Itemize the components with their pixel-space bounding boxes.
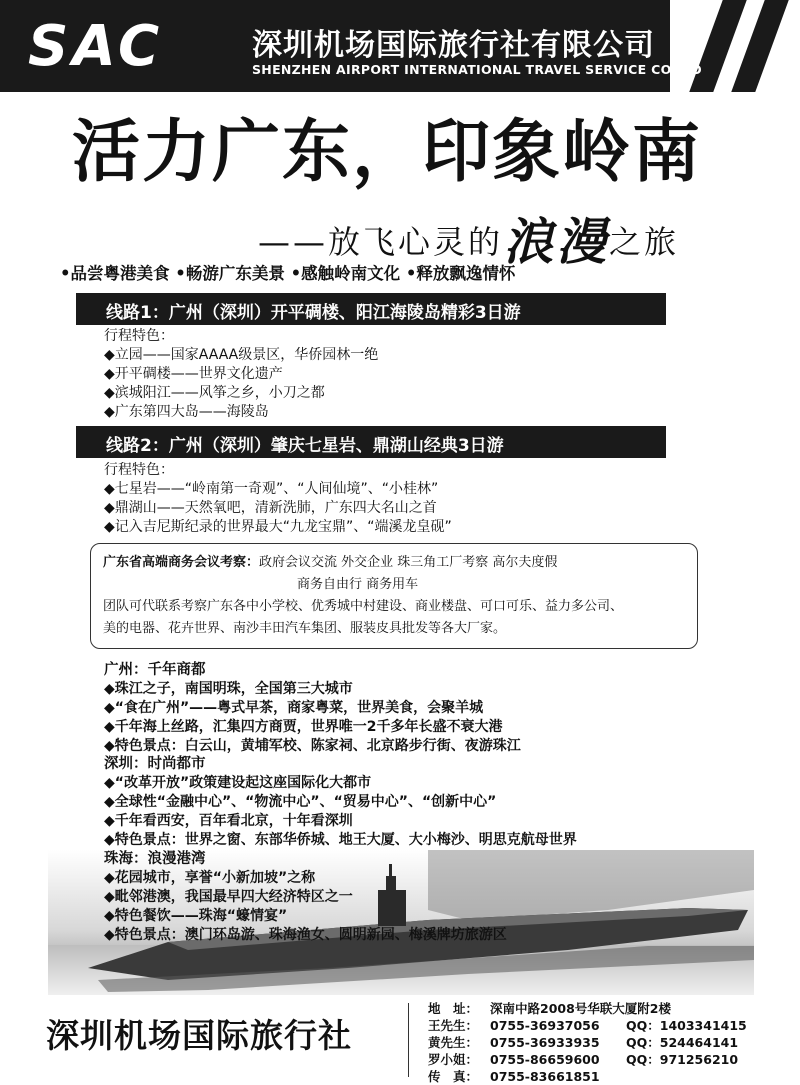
features-label: 行程特色： (104, 328, 174, 344)
list-item: ◆特色景点：世界之窗、东部华侨城、地王大厦、大小梅沙、明思克航母世界 (104, 832, 577, 848)
contact-qq: QQ：971256210 (626, 1052, 739, 1067)
list-item: ◆开平碉楼——世界文化遗产 (104, 366, 283, 382)
business-line1: 政府会议交流 外交企业 珠三角工厂考察 高尔夫度假 (259, 555, 558, 570)
contact-row-fax (428, 1068, 747, 1085)
list-item: ◆广东第四大岛——海陵岛 (104, 404, 269, 420)
list-item: ◆特色景点：澳门环岛游、珠海渔女、圆明新园、梅溪牌坊旅游区 (104, 927, 507, 943)
contact-label: 王先生： (428, 1018, 479, 1033)
footer-agency-name: 深圳机场国际旅行社 (46, 1016, 352, 1055)
company-name-en: SHENZHEN AIRPORT INTERNATIONAL TRAVEL SERVICE CO.LTD (252, 62, 702, 77)
guangzhou-section (104, 661, 521, 756)
subheadline-prefix: ——放飞心灵的 (258, 223, 504, 261)
headline: 活力广东，印象岭南 (72, 113, 703, 192)
section-title: 深圳：时尚都市 (104, 756, 206, 772)
tagline: •品尝粤港美食 •畅游广东美景 •感触岭南文化 •释放飘逸情怀 (60, 264, 516, 283)
list-item: ◆全球性“金融中心”、“物流中心”、“贸易中心”、“创新中心” (104, 794, 497, 810)
list-item: ◆千年看西安，百年看北京，十年看深圳 (104, 813, 353, 829)
list-item: ◆花园城市，享誉“小新加坡”之称 (104, 870, 316, 886)
business-line4: 美的电器、花卉世界、南沙丰田汽车集团、服装皮具批发等各大厂家。 (103, 621, 507, 636)
contact-value: 深南中路2008号华联大厦附2楼 (490, 1001, 671, 1016)
list-item: ◆七星岩——“岭南第一奇观”、“人间仙境”、“小桂林” (104, 481, 439, 497)
route1-features (104, 327, 378, 422)
contact-phone: 0755-36937056 (490, 1018, 600, 1033)
contact-label: 罗小姐： (428, 1052, 479, 1067)
header-banner (0, 0, 800, 92)
list-item: ◆特色景点：白云山，黄埔军校、陈家祠、北京路步行街、夜游珠江 (104, 738, 521, 754)
section-title: 广州：千年商都 (104, 662, 206, 678)
route2-features (104, 461, 452, 537)
footer-divider (408, 1003, 409, 1077)
contact-qq: QQ：1403341415 (626, 1018, 747, 1033)
business-box (90, 543, 698, 649)
list-item: ◆立园——国家AAAA级景区，华侨园林一绝 (104, 347, 379, 363)
route2-title-bar (76, 426, 666, 458)
list-item: ◆珠江之子，南国明珠，全国第三大城市 (104, 681, 353, 697)
list-item: ◆毗邻港澳，我国最早四大经济特区之一 (104, 889, 353, 905)
contact-row (428, 1017, 747, 1034)
list-item: ◆滨城阳江——风筝之乡，小刀之都 (104, 385, 325, 401)
route2-title: 线路2：广州（深圳）肇庆七星岩、鼎湖山经典3日游 (106, 436, 504, 456)
list-item: ◆“改革开放”政策建设起这座国际化大都市 (104, 775, 372, 791)
features-label: 行程特色： (104, 462, 174, 478)
contact-label: 传 真： (428, 1069, 479, 1084)
business-line3: 团队可代联系考察广东各中小学校、优秀城中村建设、商业楼盘、可口可乐、益力多公司、 (103, 599, 624, 614)
subheadline-suffix: 之旅 (609, 223, 680, 261)
company-name-cn: 深圳机场国际旅行社有限公司 (252, 28, 655, 63)
section-title: 珠海：浪漫港湾 (104, 851, 206, 867)
business-line2: 商务自由行 商务用车 (297, 577, 419, 592)
list-item: ◆鼎湖山——天然氧吧，清新洗肺，广东四大名山之首 (104, 500, 437, 516)
contact-row-address (428, 1000, 747, 1017)
contact-qq: QQ：524464141 (626, 1035, 739, 1050)
list-item: ◆千年海上丝路，汇集四方商贾，世界唯一2千多年长盛不衰大港 (104, 719, 503, 735)
zhuhai-section (104, 850, 507, 945)
list-item: ◆记入吉尼斯纪录的世界最大“九龙宝鼎”、“端溪龙皇砚” (104, 519, 452, 535)
route1-title-bar (76, 293, 666, 325)
list-item: ◆“食在广州”——粤式早茶，商家粤菜，世界美食，会聚羊城 (104, 700, 484, 716)
contact-label: 黄先生： (428, 1035, 479, 1050)
company-logo: SAC (28, 14, 164, 79)
contact-label: 地 址： (428, 1001, 479, 1016)
contact-row (428, 1034, 747, 1051)
contact-phone: 0755-86659600 (490, 1052, 600, 1067)
subheadline-romance: 浪漫 (503, 212, 610, 271)
business-label: 广东省高端商务会议考察： (103, 555, 260, 570)
contact-phone: 0755-36933935 (490, 1035, 600, 1050)
route1-title: 线路1：广州（深圳）开平碉楼、阳江海陵岛精彩3日游 (106, 303, 521, 323)
contact-row (428, 1051, 747, 1068)
shenzhen-section (104, 755, 577, 850)
list-item: ◆特色餐饮——珠海“蠔情宴” (104, 908, 288, 924)
contact-fax: 0755-83661851 (490, 1069, 600, 1084)
contact-list (428, 1000, 747, 1085)
